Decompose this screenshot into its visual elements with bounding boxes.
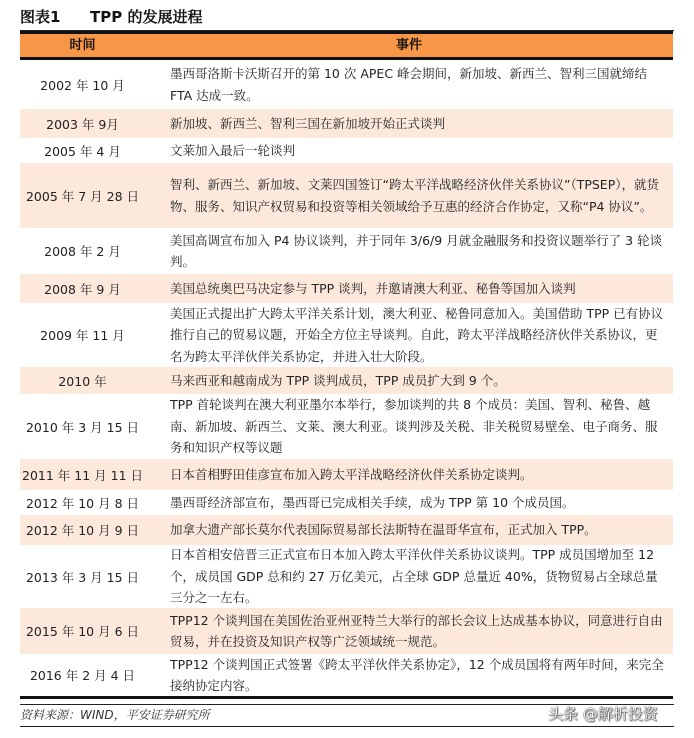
figure-title	[20, 6, 674, 31]
row-time: 2010 年 3 月 15 日	[25, 419, 140, 435]
table-row	[20, 490, 673, 515]
header-time: 时间	[69, 38, 96, 53]
row-time: 2012 年 10 月 9 日	[25, 523, 140, 538]
table-row	[20, 274, 673, 303]
table-row	[20, 60, 673, 109]
row-event: 美国高调宣布加入 P4 协议谈判，并于同年 3/6/9 月就金融服务和投资议题举行了 3 轮谈判。	[170, 232, 663, 269]
row-time: 2009 年 11 月	[40, 328, 125, 343]
table-row	[20, 545, 673, 608]
row-time: 2011 年 11 月 11 日	[22, 467, 143, 483]
row-time: 2005 年 7 月 28 日	[25, 188, 140, 204]
row-time: 2012 年 10 月 8 日	[25, 495, 140, 511]
row-time: 2005 年 4 月	[44, 143, 121, 159]
row-event: TPP12 个谈判国在美国佐治亚州亚特兰大举行的部长会议上达成基本协议，同意进行自由贸易，并在投资及知识产权等广泛领域统一规范。	[170, 612, 663, 649]
table-row	[20, 163, 673, 228]
row-time: 2010 年	[58, 373, 107, 389]
table-row	[20, 138, 673, 163]
table-bottom-rule	[20, 696, 673, 699]
table-row	[20, 515, 673, 545]
row-event: 墨西哥洛斯卡沃斯召开的第 10 次 APEC 峰会期间，新加坡、新西兰、智利三国就缔结 FTA 达成一致。	[170, 66, 648, 103]
table-row	[20, 459, 673, 490]
row-time: 2002 年 10 月	[40, 77, 125, 93]
row-time: 2008 年 2 月	[44, 244, 121, 259]
figure-title-text: TPP 的发展进程	[90, 8, 203, 26]
source-note: 资料来源：WIND，平安证券研究所	[20, 708, 210, 722]
header-event: 事件	[395, 38, 422, 53]
table-row	[20, 228, 673, 274]
row-time: 2003 年 9月	[46, 116, 119, 132]
table-body	[20, 60, 673, 696]
row-time: 2015 年 10 月 6 日	[25, 624, 140, 639]
table-row	[20, 367, 673, 394]
row-event: 墨西哥经济部宣布，墨西哥已完成相关手续，成为 TPP 第 10 个成员国。	[170, 494, 575, 510]
row-event: 加拿大遗产部长莫尔代表国际贸易部长法斯特在温哥华宣布，正式加入 TPP。	[170, 522, 597, 538]
source-divider-bottom	[20, 726, 674, 727]
table-header	[20, 31, 673, 60]
table-row	[20, 608, 673, 654]
tpp-timeline-table	[20, 31, 673, 696]
table-row	[20, 303, 673, 367]
row-event: 智利、新西兰、新加坡、文莱四国签订“跨太平洋战略经济伙伴关系协议”（TPSEP），就货物、服务、知识产权贸易和投资等相关领域给予互惠的经济合作协定，又称“P4 协议”。	[170, 177, 659, 214]
row-time: 2013 年 3 月 15 日	[25, 569, 140, 585]
row-time: 2016 年 2 月 4 日	[29, 668, 136, 683]
table-row	[20, 109, 673, 138]
row-event: 美国正式提出扩大跨太平洋关系计划，澳大利亚、秘鲁同意加入。美国借助 TPP 已有协议推行自己的贸易议题，开始全方位主导谈判。自此，跨太平洋战略经济伙伴关系协议，更名为跨太平洋伙伴关系协定，并进入壮大阶段。	[170, 305, 664, 364]
table-row	[20, 394, 673, 459]
row-time: 2008 年 9 月	[44, 281, 121, 297]
row-event: 日本首相安倍晋三正式宣布日本加入跨太平洋伙伴关系协议谈判。TPP 成员国增加至 12 个，成员国 GDP 总和约 27 万亿美元，占全球 GDP 总量近 40%，货物贸易占全球总量三分之一左右。	[170, 547, 658, 606]
figure-number: 图表1	[20, 8, 61, 26]
row-event: 日本首相野田佳彦宣布加入跨太平洋战略经济伙伴关系协定谈判。	[170, 466, 533, 482]
row-event: TPP12 个谈判国正式签署《跨太平洋伙伴关系协定》，12 个成员国将有两年时间，来完全接纳协定内容。	[170, 656, 664, 693]
row-event: 美国总统奥巴马决定参与 TPP 谈判，并邀请澳大利亚、秘鲁等国加入谈判	[170, 280, 576, 296]
row-event: 文莱加入最后一轮谈判	[170, 142, 296, 158]
row-event: 新加坡、新西兰、智利三国在新加坡开始正式谈判	[170, 115, 446, 131]
row-event: 马来西亚和越南成为 TPP 谈判成员，TPP 成员扩大到 9 个。	[170, 372, 506, 388]
watermark: 头条 @解析投资	[548, 705, 658, 723]
table-row	[20, 654, 673, 696]
row-event: TPP 首轮谈判在澳大利亚墨尔本举行，参加谈判的共 8 个成员：美国、智利、秘鲁、越南、新加坡、新西兰、文莱、澳大利亚。谈判涉及关税、非关税贸易壁垒、电子商务、服务和知识产权等议题	[170, 397, 658, 456]
